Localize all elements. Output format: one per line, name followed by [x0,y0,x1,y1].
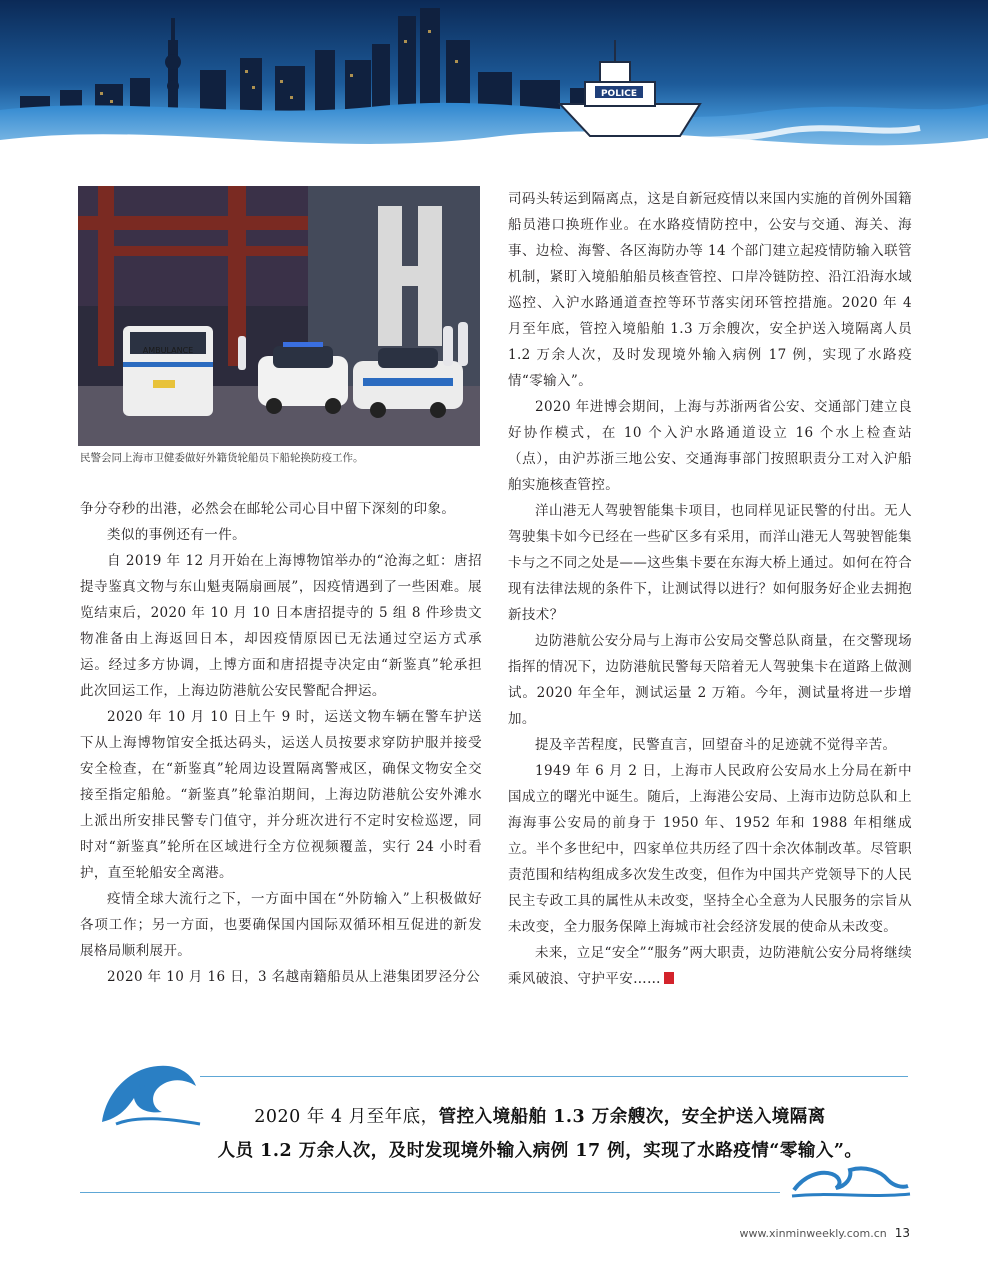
photo-caption: 民警会同上海市卫健委做好外籍货轮船员下船轮换防疫工作。 [80,452,364,464]
ambulance [123,326,213,416]
wave-icon [790,1156,912,1200]
paragraph: 2020 年 10 月 10 日上午 9 时，运送文物车辆在警车护送下从上海博物馆安全抵达码头，运送人员按要求穿防护服并接受安全检查，在“新鉴真”轮周边设置隔离警戒区，确保文物安全交接至指定船舱。“新鉴真”轮靠泊期间，上海边防港航公安外滩水上派出所安排民警专门值守，并分班次进行不定时安检巡逻，同时对“新鉴真”轮所在区域进行全方位视频覆盖，实行 24 小时看护，直至轮船安全离港。 [80,709,482,881]
paragraph: 2020 年 10 月 16 日，3 名越南籍船员从上港集团罗泾分公 [107,969,481,985]
paragraph-final [508,940,912,992]
paragraph: 2020 年进博会期间，上海与苏浙两省公安、交通部门建立良好协作模式，在 10 个入沪水路通道设立 16 个水上检查站（点），由沪苏浙三地公安、交通海事部门按照职责分工对入沪船舶实施核查管控。 [508,399,912,493]
pull-quote-line-2: 人员 1.2 万余人次，及时发现境外输入病例 17 例，实现了水路疫情“零输入”。 [217,1141,863,1161]
ambulance-label: AMBULANCE [142,346,194,355]
port-photo [78,186,480,446]
right-column [508,186,912,992]
left-column [80,496,482,990]
paragraph: 1949 年 6 月 2 日，上海市人民政府公安局水上分局在新中国成立的曙光中诞生。随后，上海港公安局、上海市边防总队和上海海事公安局的前身于 1950 年、1952 年和 1988 年相继成立。半个多世纪中，四家单位共历经了四十余次体制改革。尽管职责范围和结构组成多次发生改变，但作为中国共产党领导下的人民民主专政工具的属性从未改变，坚持全心全意为人民服务的宗旨从未改变，全力服务保障上海城市社会经济发展的使命从未改变。 [508,763,912,935]
header-banner [0,0,988,180]
end-mark-icon [664,972,674,984]
paragraph: 自 2019 年 12 月开始在上海博物馆举办的“沧海之虹：唐招提寺鉴真文物与东山魁夷隔扇画展”，因疫情遇到了一些困难。展览结束后，2020 年 10 月 10 日本唐招提寺的 5 组 8 件珍贵文物准备由上海返回日本，却因疫情原因已无法通过空运方式承运。经过多方协调，上博方面和唐招提寺决定由“新鉴真”轮承担此次回运工作，上海边防港航公安民警配合押运。 [80,553,482,699]
paragraph: 边防港航公安分局与上海市公安局交警总队商量，在交警现场指挥的情况下，边防港航民警每天陪着无人驾驶集卡在道路上做测试。2020 年全年，测试运量 2 万箱。今年，测试量将进一步增加。 [508,633,912,727]
paragraph: 洋山港无人驾驶智能集卡项目，也同样见证民警的付出。无人驾驶集卡如今已经在一些矿区多有采用，而洋山港无人驾驶智能集卡与之不同之处是——这些集卡要在东海大桥上通过。如何在符合现有法律法规的条件下，让测试得以进行？如何服务好企业去拥抱新技术？ [508,503,912,623]
pull-quote-line-1-rest: 管控入境船舶 1.3 万余艘次，安全护送入境隔离 [438,1107,826,1127]
pull-quote-rule-top [200,1076,908,1077]
paragraph: 争分夺秒的出港，必然会在邮轮公司心目中留下深刻的印象。 [80,501,456,517]
final-text: 未来，立足“安全”“服务”两大职责，边防港航公安分局将继续乘风破浪、守护平安…… [508,945,912,987]
police-label: POLICE [600,89,638,99]
paragraph: 提及辛苦程度，民警直言，回望奋斗的足迹就不觉得辛苦。 [535,737,897,753]
paragraph: 类似的事例还有一件。 [107,527,246,543]
page-footer [560,1226,910,1240]
paragraph: 司码头转运到隔离点，这是自新冠疫情以来国内实施的首例外国籍船员港口换班作业。在水路疫情防控中，公安与交通、海关、海事、边检、海警、各区海防办等 14 个部门建立起疫情防输入联管机制，紧盯入境船舶船员核查管控、口岸冷链防控、沿江沿海水域巡控、入沪水路通道查控等环节落实闭环管控措施。2020 年 4 月至年底，管控入境船舶 1.3 万余艘次，安全护送入境隔离人员 1.2 万余人次，及时发现境外输入病例 17 例，实现了水路疫情“零输入”。 [508,191,912,389]
paragraph: 疫情全球大流行之下，一方面中国在“外防输入”上积极做好各项工作；另一方面，也要确保国内国际双循环相互促进的新发展格局顺利展开。 [80,891,482,959]
page-number: 13 [894,1226,910,1240]
pull-quote-rule-bottom [80,1192,780,1193]
pull-quote-lead: 2020 年 4 月至年底， [254,1107,439,1127]
pull-quote-line-1 [120,1100,960,1134]
site-url: www.xinminweekly.com.cn [739,1227,887,1240]
